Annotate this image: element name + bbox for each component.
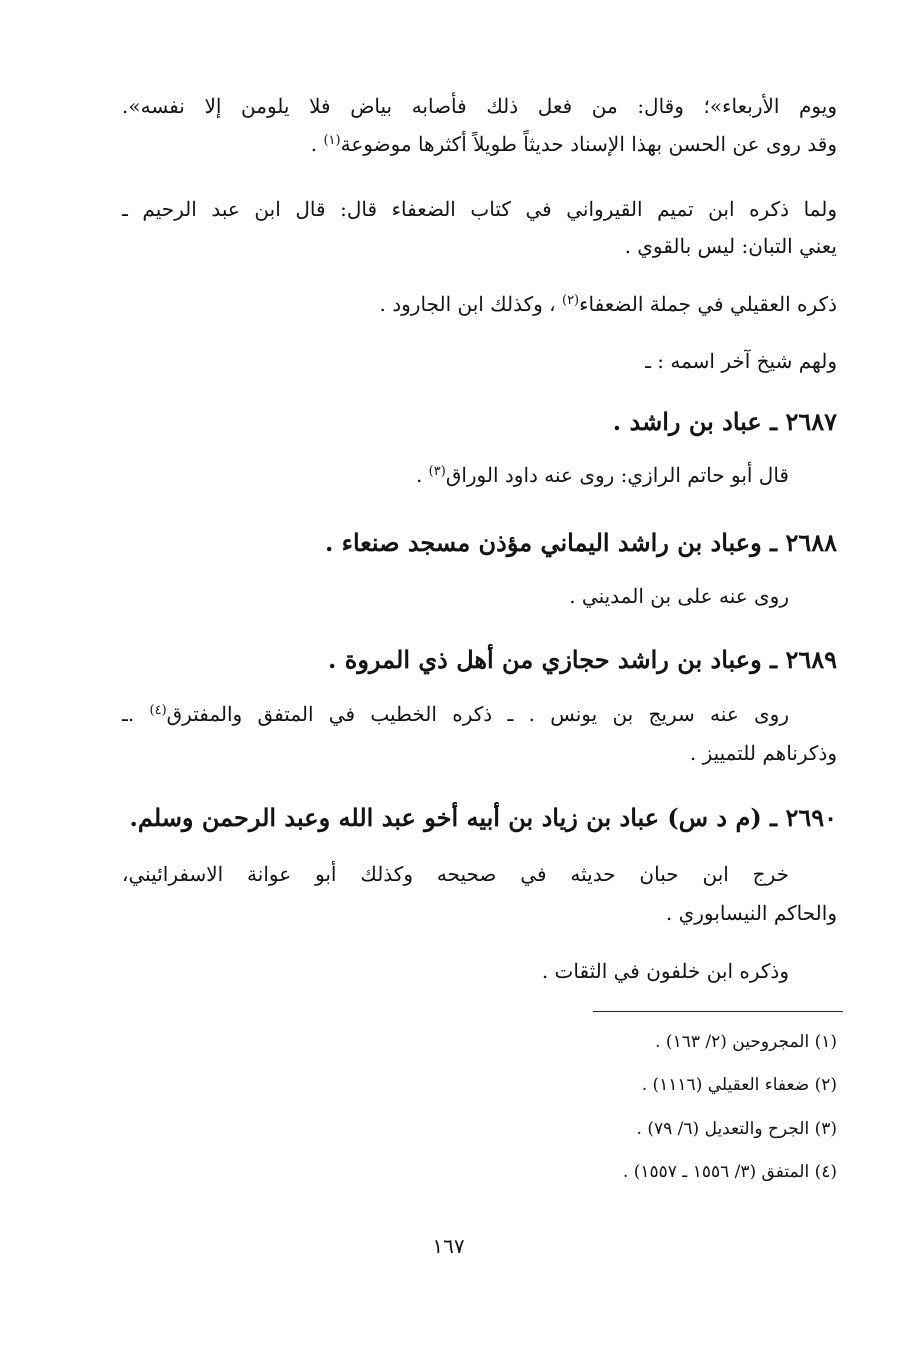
footnote-3: (٣) الجرح والتعديل (٦/ ٧٩) . (636, 1119, 837, 1139)
entry-2688-text: روى عنه على بن المديني . (569, 584, 789, 608)
page-number: ١٦٧ (432, 1234, 465, 1258)
footnote-separator (593, 1011, 843, 1012)
footnote-ref-1: (١) (323, 132, 341, 148)
body-line-6: ولهم شيخ آخر اسمه : ـ (645, 349, 837, 373)
entry-2689-text: روى عنه سريج بن يونس . ـ ذكره الخطيب في المتفق والمفترق$^{(٤)}$ .ـ (122, 702, 789, 726)
entry-heading-2688: ٢٦٨٨ ـ وعباد بن راشد اليماني مؤذن مسجد صنعاء . (324, 528, 837, 557)
entry-heading-2689: ٢٦٨٩ ـ وعباد بن راشد حجازي من أهل ذي المروة . (328, 645, 837, 674)
footnote-ref-2: (٢) (561, 292, 580, 308)
body-line-5: ذكره العقيلي في جملة الضعفاء$^{(٢)}$ ، وكذلك ابن الجارود . (379, 292, 837, 316)
entry-2690-text: خرج ابن حبان حديثه في صحيحه وكذلك أبو عوانة الاسفرائيني، (122, 862, 789, 886)
entry-2690-text-3: وذكره ابن خلفون في الثقات . (541, 959, 789, 983)
entry-heading-2690: ٢٦٩٠ ـ (م د س) عباد بن زياد بن أبيه أخو عبد الله وعبد الرحمن وسلم. (129, 803, 837, 832)
footnote-ref-3: (٣) (428, 463, 446, 479)
footnote-ref-4: (٤) (149, 702, 167, 718)
footnote-1: (١) المجروحين (٢/ ١٦٣) . (655, 1032, 837, 1052)
body-line-3: ولما ذكره ابن تميم القيرواني في كتاب الضعفاء قال: قال ابن عبد الرحيم ـ (122, 197, 837, 221)
entry-2690-text-2: والحاكم النيسابوري . (665, 901, 837, 925)
entry-2689-text-2: وذكرناهم للتمييز . (689, 741, 837, 765)
body-line-2: وقد روى عن الحسن بهذا الإسناد حديثاً طويلاً أكثرها موضوعة$^{(١)}$ . (310, 132, 837, 156)
body-line-4: يعني التبان: ليس بالقوي . (624, 234, 837, 258)
entry-heading-2687: ٢٦٨٧ ـ عباد بن راشد . (612, 407, 837, 436)
footnote-2: (٢) ضعفاء العقيلي (١١١٦) . (641, 1075, 837, 1095)
footnote-4: (٤) المتفق (٣/ ١٥٥٦ ـ ١٥٥٧) . (622, 1162, 837, 1182)
body-line-1: ويوم الأربعاء»؛ وقال: من فعل ذلك فأصابه بياض فلا يلومن إلا نفسه». (122, 94, 837, 118)
entry-2687-text: قال أبو حاتم الرازي: روى عنه داود الوراق$^{(٣)}$ . (415, 463, 789, 487)
